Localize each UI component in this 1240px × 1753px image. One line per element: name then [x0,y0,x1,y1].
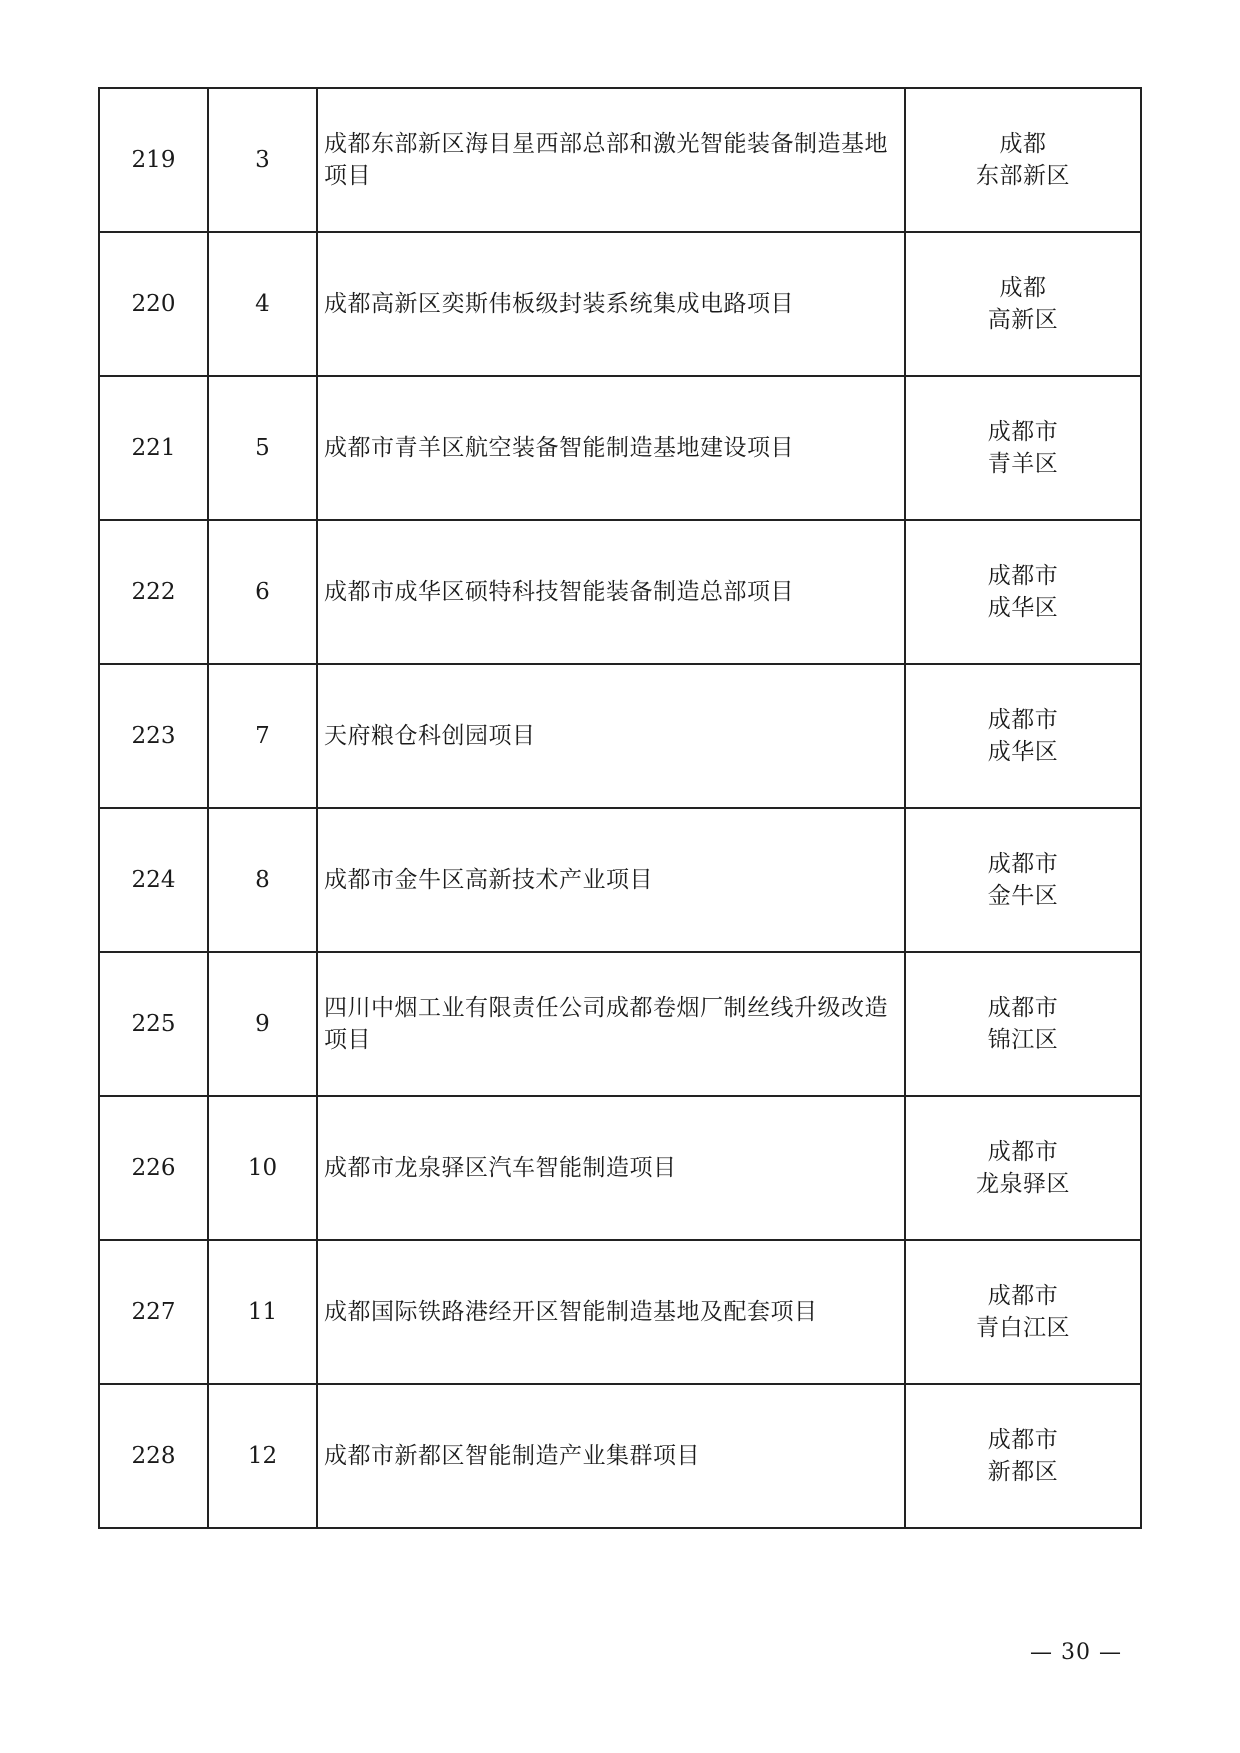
sub-seq-cell: 12 [208,1384,317,1528]
seq-cell: 224 [99,808,208,952]
project-name-cell: 天府粮仓科创园项目 [317,664,905,808]
table-row [99,88,1141,232]
region-cell [905,664,1141,808]
region-cell [905,1096,1141,1240]
seq-cell: 219 [99,88,208,232]
region-city: 成都 [999,275,1047,301]
sub-seq-cell: 9 [208,952,317,1096]
table-row [99,1096,1141,1240]
region-district: 东部新区 [976,163,1070,189]
region-district: 龙泉驿区 [976,1171,1070,1197]
region-district: 新都区 [987,1459,1059,1485]
region-city: 成都市 [987,995,1059,1021]
project-table [98,87,1142,1529]
table-row [99,808,1141,952]
region-city: 成都市 [987,419,1059,445]
table-row [99,1384,1141,1528]
region-cell [905,1240,1141,1384]
project-name-cell: 成都市青羊区航空装备智能制造基地建设项目 [317,376,905,520]
sub-seq-cell: 10 [208,1096,317,1240]
table-row [99,952,1141,1096]
table-row [99,520,1141,664]
sub-seq-cell: 8 [208,808,317,952]
region-cell [905,1384,1141,1528]
region-cell [905,808,1141,952]
project-name-cell: 成都东部新区海目星西部总部和激光智能装备制造基地项目 [317,88,905,232]
region-district: 高新区 [987,307,1059,333]
region-district: 成华区 [987,595,1059,621]
region-cell [905,520,1141,664]
table-row [99,1240,1141,1384]
table-row [99,232,1141,376]
region-cell [905,232,1141,376]
page-number: — 30 — [1030,1640,1122,1665]
region-district: 成华区 [987,739,1059,765]
project-name-cell: 成都市金牛区高新技术产业项目 [317,808,905,952]
sub-seq-cell: 3 [208,88,317,232]
sub-seq-cell: 4 [208,232,317,376]
table-row [99,376,1141,520]
region-cell [905,952,1141,1096]
region-cell [905,88,1141,232]
region-district: 锦江区 [987,1027,1059,1053]
seq-cell: 220 [99,232,208,376]
seq-cell: 228 [99,1384,208,1528]
table-row [99,664,1141,808]
region-city: 成都市 [987,851,1059,877]
project-name-cell: 成都市龙泉驿区汽车智能制造项目 [317,1096,905,1240]
seq-cell: 221 [99,376,208,520]
seq-cell: 227 [99,1240,208,1384]
region-district: 青白江区 [976,1315,1070,1341]
seq-cell: 222 [99,520,208,664]
project-name-cell: 成都市成华区硕特科技智能装备制造总部项目 [317,520,905,664]
project-name-cell: 成都高新区奕斯伟板级封装系统集成电路项目 [317,232,905,376]
project-name-cell: 成都国际铁路港经开区智能制造基地及配套项目 [317,1240,905,1384]
project-name-cell: 成都市新都区智能制造产业集群项目 [317,1384,905,1528]
region-cell [905,376,1141,520]
seq-cell: 223 [99,664,208,808]
region-district: 金牛区 [987,883,1059,909]
sub-seq-cell: 6 [208,520,317,664]
sub-seq-cell: 11 [208,1240,317,1384]
region-city: 成都 [999,131,1047,157]
sub-seq-cell: 7 [208,664,317,808]
region-district: 青羊区 [987,451,1059,477]
region-city: 成都市 [987,1139,1059,1165]
seq-cell: 226 [99,1096,208,1240]
seq-cell: 225 [99,952,208,1096]
sub-seq-cell: 5 [208,376,317,520]
region-city: 成都市 [987,563,1059,589]
project-name-cell: 四川中烟工业有限责任公司成都卷烟厂制丝线升级改造项目 [317,952,905,1096]
region-city: 成都市 [987,1427,1059,1453]
region-city: 成都市 [987,707,1059,733]
region-city: 成都市 [987,1283,1059,1309]
